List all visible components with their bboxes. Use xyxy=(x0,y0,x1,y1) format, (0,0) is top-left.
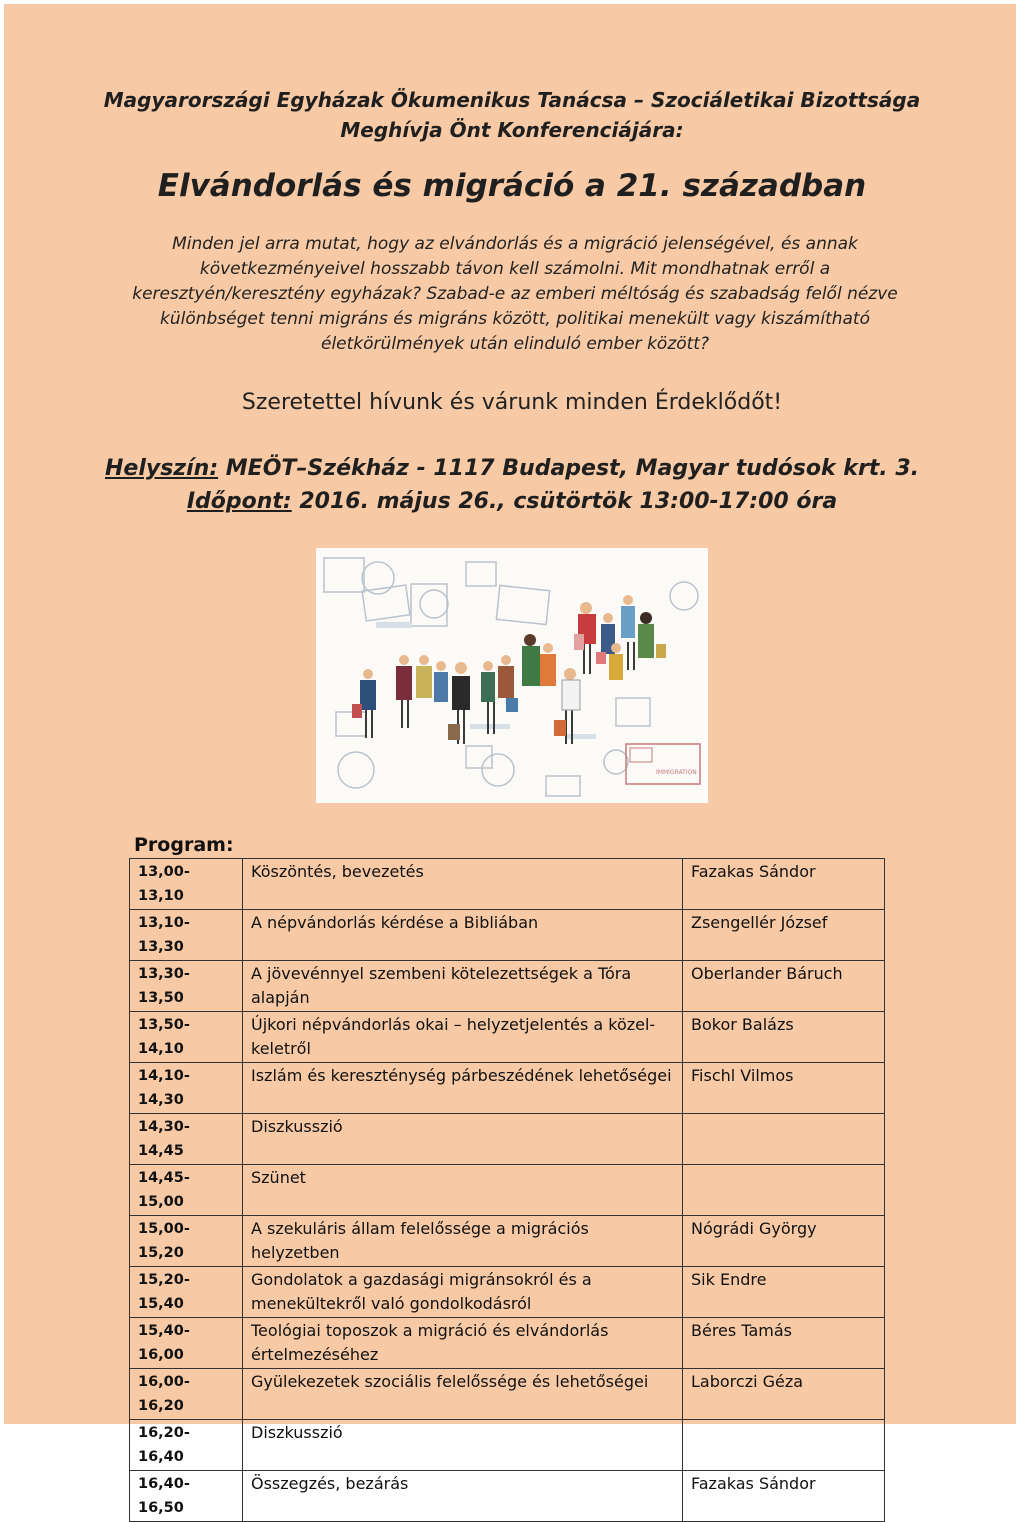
description-line: következményeivel hosszabb távon kell számolni. Mit mondhatnak erről a xyxy=(199,259,831,279)
program-row xyxy=(130,859,885,910)
welcome-line: Szeretettel hívunk és várunk minden Érdeklődőt! xyxy=(241,390,783,415)
program-time-cell: 15,20-15,40 xyxy=(130,1267,243,1318)
program-time-cell: 15,40-16,00 xyxy=(130,1318,243,1369)
migration-illustration-graphic xyxy=(316,548,708,803)
description-line: keresztyén/keresztény egyházak? Szabad-e az emberi méltóság és szabadság felől nézve xyxy=(132,284,898,304)
program-speaker-cell: Zsengellér József xyxy=(683,910,885,961)
stamp-label: IMMIGRATION xyxy=(656,769,697,776)
program-table-body xyxy=(130,859,885,1522)
program-time-cell: 16,20-16,40 xyxy=(130,1420,243,1471)
description-line: különbséget tenni migráns és migráns között, politikai menekült vagy kiszámítható xyxy=(160,309,870,329)
program-speaker-cell: Fazakas Sándor xyxy=(683,859,885,910)
program-row xyxy=(130,1114,885,1165)
program-time-cell: 16,40-16,50 xyxy=(130,1471,243,1522)
program-topic-cell: A népvándorlás kérdése a Bibliában xyxy=(243,910,683,961)
program-row xyxy=(130,1471,885,1522)
program-row xyxy=(130,1165,885,1216)
program-speaker-cell: Laborczi Géza xyxy=(683,1369,885,1420)
program-speaker-cell xyxy=(683,1420,885,1471)
program-time-cell: 13,10-13,30 xyxy=(130,910,243,961)
date-label: Időpont: xyxy=(186,489,292,514)
date-line xyxy=(0,489,1024,514)
program-speaker-cell: Nógrádi György xyxy=(683,1216,885,1267)
program-speaker-cell xyxy=(683,1114,885,1165)
program-row xyxy=(130,1063,885,1114)
program-topic-cell: Összegzés, bezárás xyxy=(243,1471,683,1522)
program-topic-cell: Diszkusszió xyxy=(243,1114,683,1165)
program-row xyxy=(130,1012,885,1063)
program-row xyxy=(130,961,885,1012)
program-row xyxy=(130,1369,885,1420)
conference-title: Elvándorlás és migráció a 21. században xyxy=(157,168,867,204)
program-speaker-cell: Fazakas Sándor xyxy=(683,1471,885,1522)
venue-line xyxy=(0,456,1024,481)
program-time-cell: 14,45-15,00 xyxy=(130,1165,243,1216)
program-topic-cell: Teológiai toposzok a migráció és elvándorlás értelmezéséhez xyxy=(243,1318,683,1369)
program-topic-cell: Diszkusszió xyxy=(243,1420,683,1471)
program-speaker-cell: Oberlander Báruch xyxy=(683,961,885,1012)
immigration-stamp xyxy=(626,744,700,784)
description-line: életkörülmények után elinduló ember között? xyxy=(321,334,709,354)
program-time-cell: 13,30-13,50 xyxy=(130,961,243,1012)
organizer-line: Magyarországi Egyházak Ökumenikus Tanácsa – Szociáletikai Bizottsága xyxy=(103,88,921,112)
program-time-cell: 16,00-16,20 xyxy=(130,1369,243,1420)
program-topic-cell: Iszlám és kereszténység párbeszédének lehetőségei xyxy=(243,1063,683,1114)
program-time-cell: 14,10-14,30 xyxy=(130,1063,243,1114)
venue-value: MEÖT–Székház - 1117 Budapest, Magyar tudósok krt. 3. xyxy=(218,456,919,481)
program-row xyxy=(130,910,885,961)
program-label: Program: xyxy=(134,834,234,856)
program-row xyxy=(130,1267,885,1318)
program-row xyxy=(130,1318,885,1369)
program-speaker-cell xyxy=(683,1165,885,1216)
program-topic-cell: A szekuláris állam felelőssége a migrációs helyzetben xyxy=(243,1216,683,1267)
program-time-cell: 13,50-14,10 xyxy=(130,1012,243,1063)
migration-illustration xyxy=(316,548,708,803)
description-paragraph xyxy=(120,232,910,357)
program-speaker-cell: Sik Endre xyxy=(683,1267,885,1318)
program-topic-cell: Újkori népvándorlás okai – helyzetjelentés a közel-keletről xyxy=(243,1012,683,1063)
program-row xyxy=(130,1420,885,1471)
program-topic-cell: Gyülekezetek szociális felelőssége és lehetőségei xyxy=(243,1369,683,1420)
program-topic-cell: Gondolatok a gazdasági migránsokról és a menekültekről való gondolkodásról xyxy=(243,1267,683,1318)
program-row xyxy=(130,1216,885,1267)
program-topic-cell: Köszöntés, bevezetés xyxy=(243,859,683,910)
program-time-cell: 13,00-13,10 xyxy=(130,859,243,910)
program-topic-cell: A jövevénnyel szembeni kötelezettségek a Tóra alapján xyxy=(243,961,683,1012)
invitation-line: Meghívja Önt Konferenciájára: xyxy=(340,118,684,142)
program-speaker-cell: Béres Tamás xyxy=(683,1318,885,1369)
description-line: Minden jel arra mutat, hogy az elvándorlás és a migráció jelenségével, és annak xyxy=(172,234,858,254)
program-time-cell: 14,30-14,45 xyxy=(130,1114,243,1165)
program-speaker-cell: Fischl Vilmos xyxy=(683,1063,885,1114)
program-speaker-cell: Bokor Balázs xyxy=(683,1012,885,1063)
program-time-cell: 15,00-15,20 xyxy=(130,1216,243,1267)
program-table xyxy=(129,858,885,1522)
date-value: 2016. május 26., csütörtök 13:00-17:00 óra xyxy=(291,489,838,514)
venue-label: Helyszín: xyxy=(105,456,219,481)
program-topic-cell: Szünet xyxy=(243,1165,683,1216)
